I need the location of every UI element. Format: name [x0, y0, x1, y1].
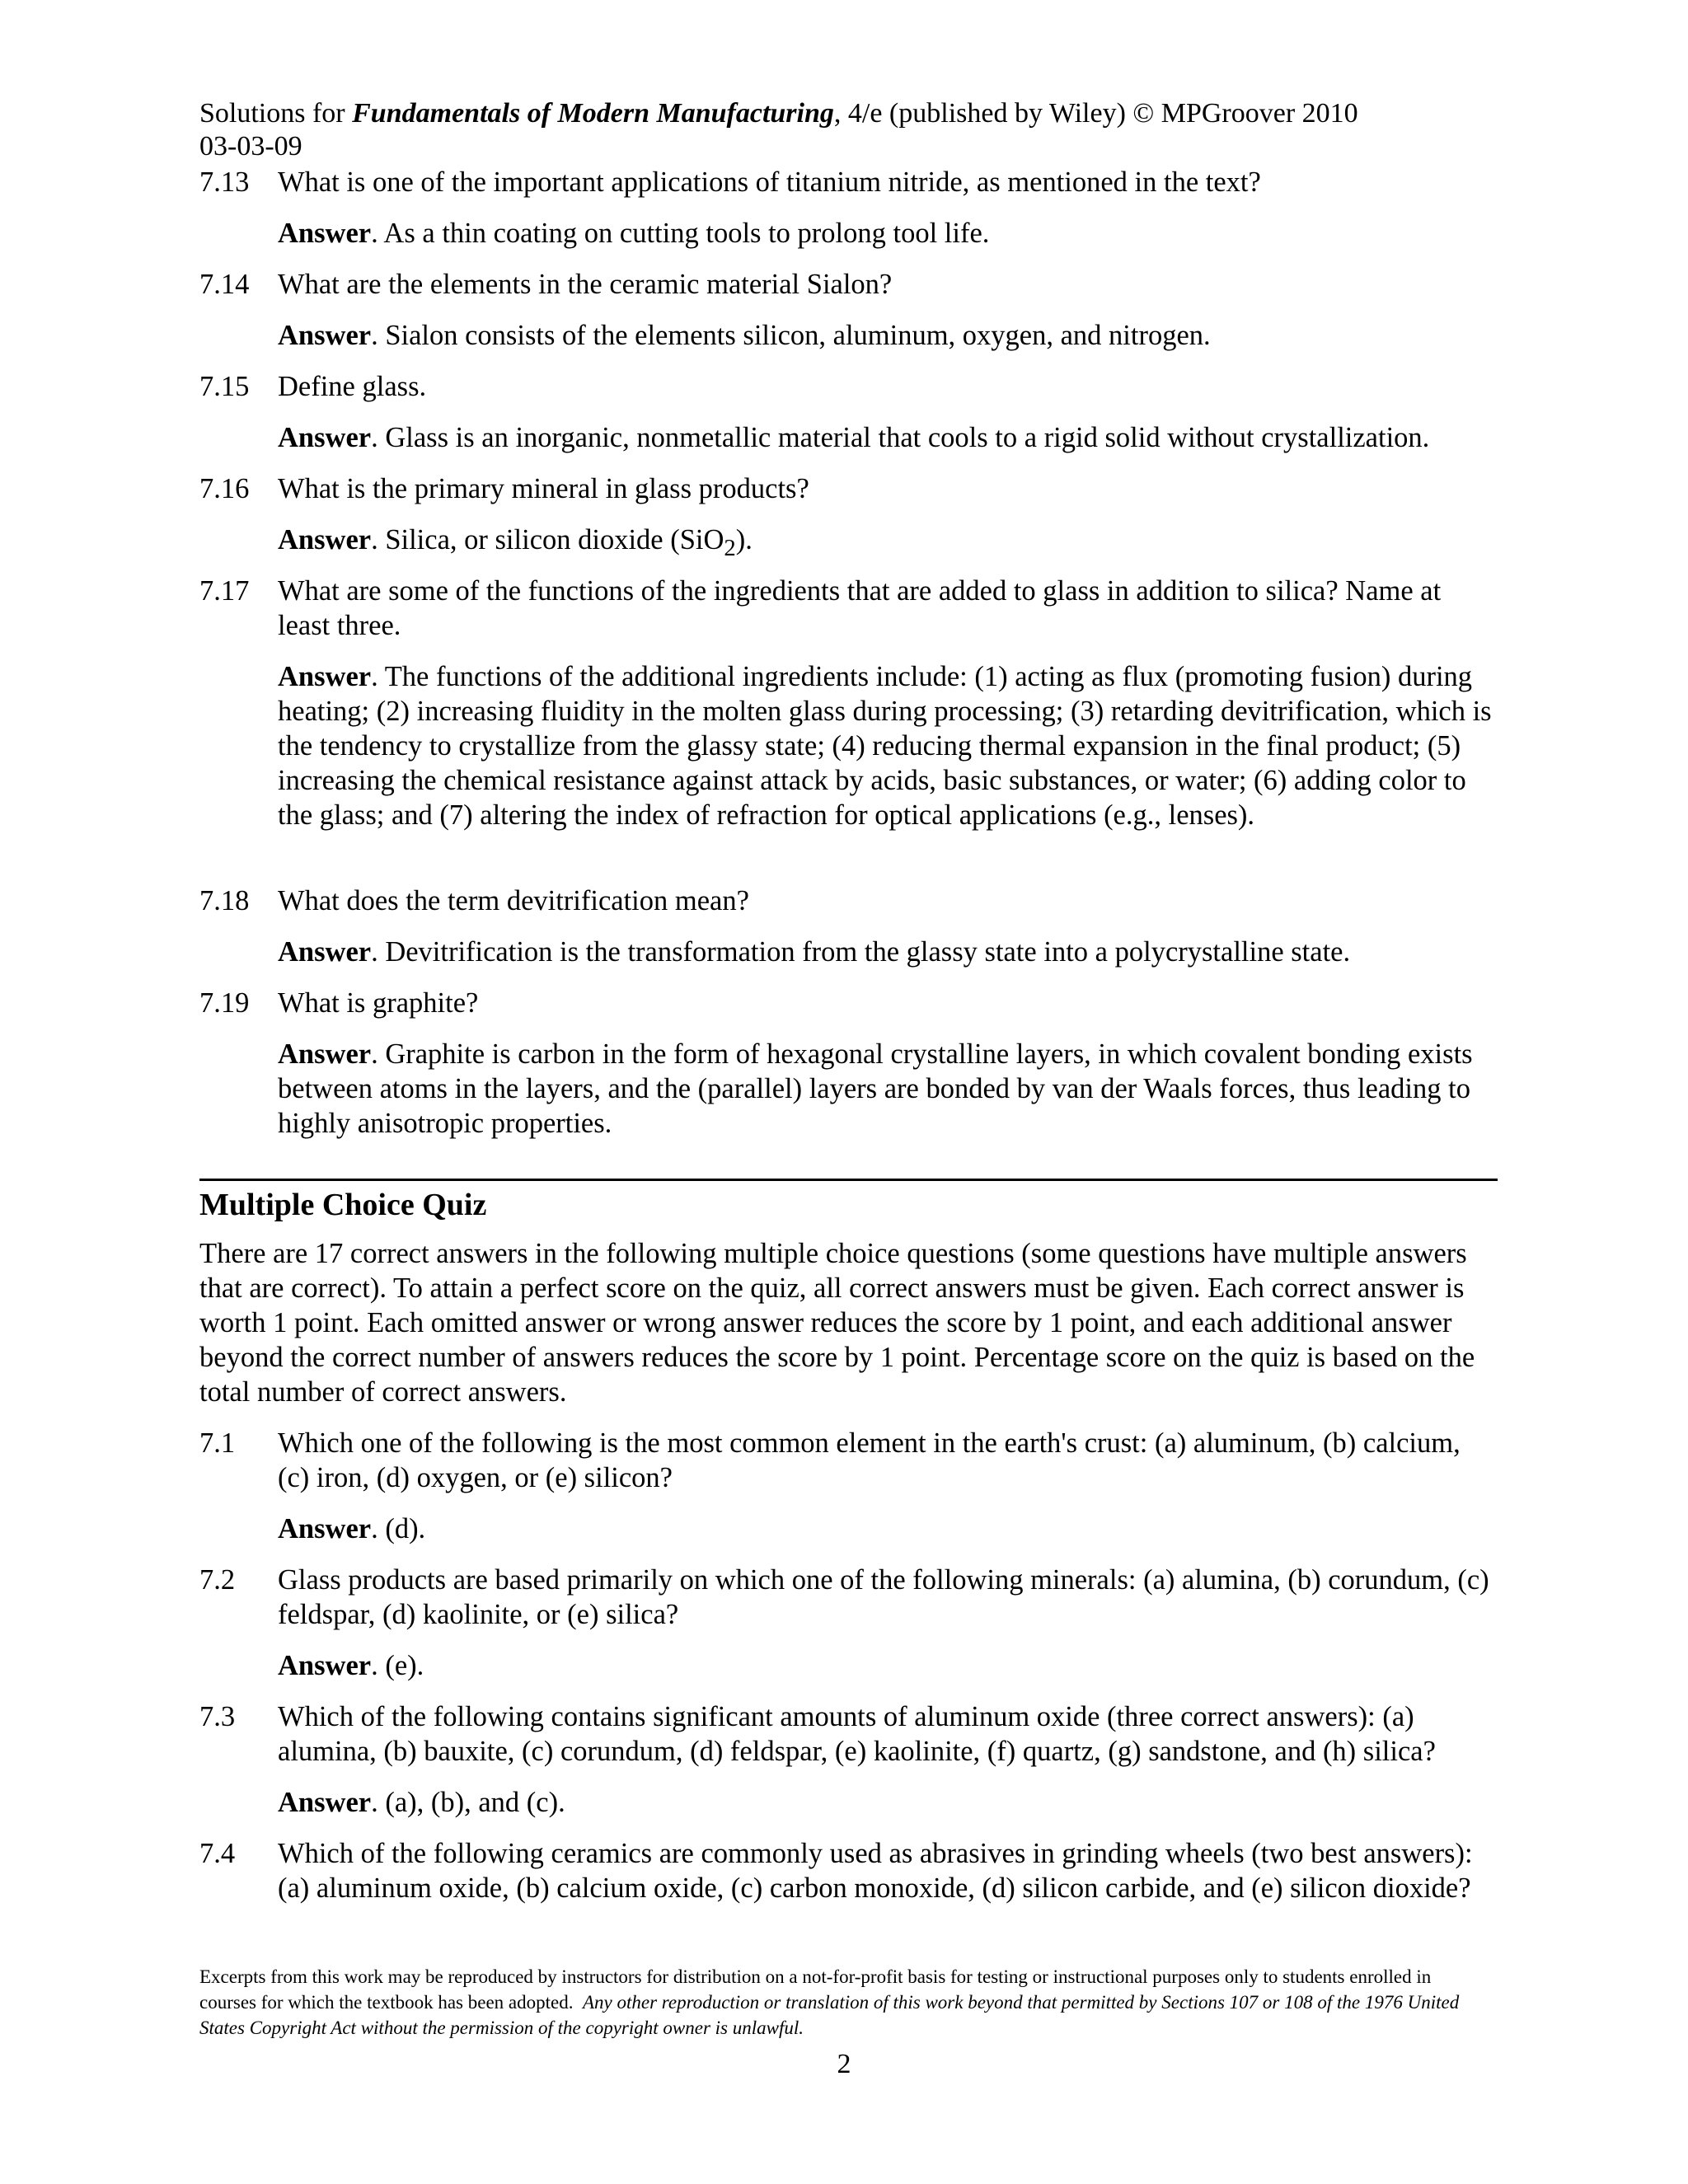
question-number: 7.18	[199, 885, 250, 916]
page-header	[199, 97, 1358, 163]
question-number: 7.13	[199, 166, 250, 198]
question-number: 7.4	[199, 1838, 236, 1869]
answer-label: Answer	[278, 218, 372, 249]
question-number: 7.19	[199, 987, 250, 1019]
section-title: Multiple Choice Quiz	[199, 1188, 487, 1222]
answer-label: Answer	[278, 1650, 372, 1681]
header-line: Solutions for Fundamentals of Modern Manufacturing, 4/e (published by Wiley) © MPGroover 2010	[199, 98, 1358, 129]
question-number: 7.1	[199, 1427, 236, 1459]
answer-label: Answer	[278, 661, 372, 692]
quiz-answer-7-1: Answer. (d).	[278, 1513, 426, 1544]
question-number: 7.15	[199, 371, 250, 402]
page-number: 2	[837, 2049, 851, 2079]
footer-notice: Excerpts from this work may be reproduced by instructors for distribution on a not-for-profit basis for testing or instructional purposes only to students enrolled in courses for which the textbook has been adopted.	[199, 1966, 1432, 2013]
question-number: 7.14	[199, 269, 250, 300]
question-text: What is the primary mineral in glass products?	[278, 473, 809, 504]
copyright-footer	[199, 1964, 1485, 2041]
book-title: Fundamentals of Modern Manufacturing	[352, 98, 834, 129]
section-divider	[199, 1179, 1498, 1181]
quiz-instructions: There are 17 correct answers in the following multiple choice questions (some questions have multiple answers that are correct). To attain a perfect score on the quiz, all correct answers must be given. Each correct answer is worth 1 point. Each omitted answer or wrong answer reduces the score by 1 point, and each additional answer beyond the correct number of answers reduces the score by 1 point. Percentage score on the quiz is based on the total number of correct answers.	[199, 1238, 1475, 1408]
answer-7-13: Answer. As a thin coating on cutting tools to prolong tool life.	[278, 218, 990, 249]
question-number: 7.2	[199, 1564, 236, 1596]
answer-7-14: Answer. Sialon consists of the elements silicon, aluminum, oxygen, and nitrogen.	[278, 320, 1211, 351]
answer-label: Answer	[278, 320, 372, 351]
answer-label: Answer	[278, 422, 372, 453]
quiz-answer-7-3: Answer. (a), (b), and (c).	[278, 1787, 565, 1818]
question-text: Which of the following contains significant amounts of aluminum oxide (three correct answers): (a) alumina, (b) bauxite, (c) corundum, (d) feldspar, (e) kaolinite, (f) quartz, (g) sandstone, and (h) silica?	[278, 1701, 1436, 1767]
question-text: Which one of the following is the most common element in the earth's crust: (a) aluminum, (b) calcium, (c) iron, (d) oxygen, or (e) silicon?	[278, 1427, 1461, 1493]
question-number: 7.3	[199, 1701, 236, 1732]
answer-7-18: Answer. Devitrification is the transformation from the glassy state into a polycrystalline state.	[278, 936, 1351, 968]
question-text: What is one of the important applications of titanium nitride, as mentioned in the text?	[278, 166, 1261, 198]
footer-warning: Any other reproduction or translation of this work beyond that permitted by Sections 107 or 108 of the 1976 United States Copyright Act without the permission of the copyright owner is unlawful.	[199, 1992, 1460, 2038]
answer-7-15: Answer. Glass is an inorganic, nonmetallic material that cools to a rigid solid without crystallization.	[278, 422, 1430, 453]
question-text: Which of the following ceramics are commonly used as abrasives in grinding wheels (two best answers): (a) aluminum oxide, (b) calcium oxide, (c) carbon monoxide, (d) silicon carbide, and (e) silicon dioxide?	[278, 1838, 1473, 1904]
question-text: What are the elements in the ceramic material Sialon?	[278, 269, 893, 300]
quiz-answer-7-2: Answer. (e).	[278, 1650, 424, 1681]
answer-label: Answer	[278, 1038, 372, 1070]
header-date: 03-03-09	[199, 131, 302, 162]
answer-7-16: Answer. Silica, or silicon dioxide (SiO$_2$).	[278, 524, 753, 561]
question-text: What does the term devitrification mean?	[278, 885, 749, 916]
answer-7-19: Answer. Graphite is carbon in the form of hexagonal crystalline layers, in which covalent bonding exists between atoms in the layers, and the (parallel) layers are bonded by van der Waals forces, thus leading to highly anisotropic properties.	[278, 1038, 1473, 1139]
question-number: 7.17	[199, 575, 250, 607]
answer-label: Answer	[278, 524, 372, 555]
question-number: 7.16	[199, 473, 250, 504]
answer-label: Answer	[278, 1513, 372, 1544]
question-text: What is graphite?	[278, 987, 479, 1019]
question-text: Define glass.	[278, 371, 427, 402]
question-text: What are some of the functions of the ingredients that are added to glass in addition to silica? Name at least three.	[278, 575, 1442, 641]
answer-7-17: Answer. The functions of the additional ingredients include: (1) acting as flux (promoting fusion) during heating; (2) increasing fluidity in the molten glass during processing; (3) retarding devitrification, which is the tendency to crystallize from the glassy state; (4) reducing thermal expansion in the final product; (5) increasing the chemical resistance against attack by acids, basic substances, or water; (6) adding color to the glass; and (7) altering the index of refraction for optical applications (e.g., lenses).	[278, 661, 1492, 831]
question-text: Glass products are based primarily on which one of the following minerals: (a) alumina, (b) corundum, (c) feldspar, (d) kaolinite, or (e) silica?	[278, 1564, 1489, 1630]
answer-label: Answer	[278, 936, 372, 968]
answer-label: Answer	[278, 1787, 372, 1818]
